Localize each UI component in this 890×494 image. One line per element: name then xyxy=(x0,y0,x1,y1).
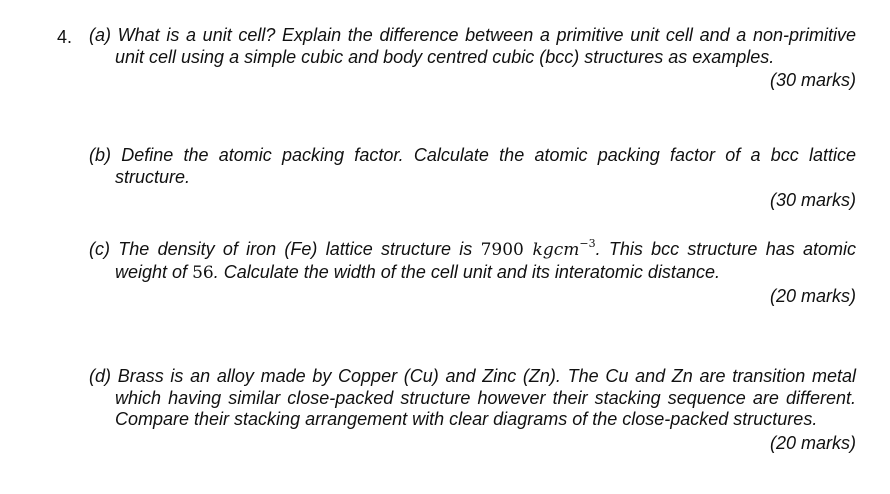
part-d-body: Brass is an alloy made by Copper (Cu) and Zinc (Zn). The Cu and Zn are transition metal which having similar close-packed structure however their stacking sequence are different. Compare their stacking arrangement with clear diagrams of the close-packed structures. xyxy=(115,366,856,429)
part-c-body-2: . This bcc structure has atomic weight of xyxy=(115,239,857,282)
part-b-label: (b) xyxy=(89,145,111,165)
part-c-body-3: . Calculate the width of the cell unit and its interatomic distance. xyxy=(213,261,720,282)
part-c-body-1: The density of iron (Fe) lattice structure is xyxy=(118,239,473,259)
part-b-body: Define the atomic packing factor. Calculate the atomic packing factor of a bcc lattice structure. xyxy=(115,145,856,187)
question-part-a xyxy=(89,25,856,91)
atomic-weight-value: 56 xyxy=(192,262,214,283)
part-c-text xyxy=(89,239,856,284)
question-part-d xyxy=(89,366,856,454)
density-unit-exponent: −3 xyxy=(579,237,596,250)
part-a-label: (a) xyxy=(89,25,111,45)
part-a-marks: (30 marks) xyxy=(769,70,856,90)
part-c-label: (c) xyxy=(89,239,110,259)
density-number: 7900 xyxy=(480,240,524,260)
part-d-label: (d) xyxy=(89,366,111,386)
part-d-text xyxy=(89,366,856,431)
part-a-body: What is a unit cell? Explain the difference between a primitive unit cell and a non-primitive unit cell using a simple cubic and body centred cubic (bcc) structures as examples. xyxy=(115,25,856,67)
density-unit: kgcm xyxy=(532,240,580,260)
part-a-text xyxy=(89,25,856,68)
question-number: 4. xyxy=(57,27,73,47)
question-part-c xyxy=(89,239,856,307)
part-c-marks: (20 marks) xyxy=(769,286,856,306)
part-b-text xyxy=(89,145,856,188)
question-part-b xyxy=(89,145,856,211)
density-value xyxy=(480,237,596,260)
part-d-marks: (20 marks) xyxy=(769,432,856,453)
part-b-marks: (30 marks) xyxy=(769,190,856,210)
